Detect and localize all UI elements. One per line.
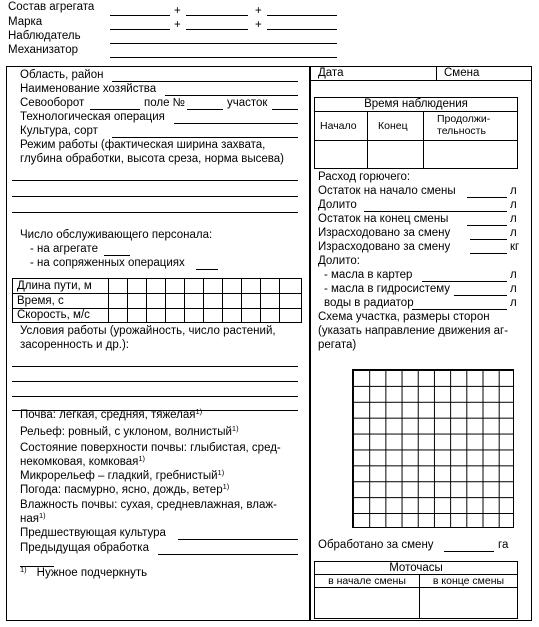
start-header: Начало <box>320 120 357 132</box>
weather-options[interactable]: Погода: пасмурно, ясно, дождь, ветер$^{1)}$ <box>20 482 230 496</box>
scheme-label-1: Схема участка, размеры сторон <box>318 311 490 323</box>
on-unit-blank[interactable] <box>104 255 130 256</box>
brand-blank-1[interactable] <box>110 29 170 30</box>
shift-label: Смена <box>444 67 480 79</box>
footnote: $^{1)}$ Нужное подчеркнуть <box>20 565 148 579</box>
operator-label: Механизатор <box>8 44 78 56</box>
tech-operation-blank[interactable] <box>174 123 298 124</box>
fuel-row-blank[interactable] <box>467 225 507 226</box>
motohours-table <box>314 561 518 619</box>
processed-blank[interactable] <box>444 551 494 552</box>
processed-label: Обработано за смену <box>318 539 434 551</box>
conditions-blank-3[interactable] <box>12 396 298 397</box>
processed-unit: га <box>498 539 509 551</box>
date-label: Дата <box>318 67 344 79</box>
scheme-label-3: регата) <box>318 339 357 351</box>
mh-end-cell[interactable] <box>422 590 515 617</box>
observer-label: Наблюдатель <box>8 30 81 42</box>
fuel-row-label: Долито <box>318 199 357 211</box>
operator-blank[interactable] <box>110 57 337 58</box>
plot-blank[interactable] <box>272 109 298 110</box>
composition-blank-2[interactable] <box>186 15 248 16</box>
work-mode-blank-2[interactable] <box>12 196 298 197</box>
duration-header-2: тельность <box>437 125 486 137</box>
plus-sign: + <box>255 5 262 17</box>
region-label: Область, район <box>20 69 104 81</box>
fuel-row-unit: л <box>510 185 517 197</box>
added-row-unit: л <box>510 269 517 281</box>
farm-name-label: Наименование хозяйства <box>20 83 157 95</box>
crop-rotation-blank[interactable] <box>90 109 140 110</box>
on-unit-label: - на агрегате <box>30 243 98 255</box>
fuel-row-blank[interactable] <box>470 253 507 254</box>
added-row-unit: л <box>510 283 517 295</box>
duration-header-1: Продолжи- <box>437 113 491 125</box>
added-row-blank[interactable] <box>412 309 507 310</box>
brand-blank-3[interactable] <box>267 29 337 30</box>
mh-end-header: в конце смены <box>432 575 505 587</box>
observation-time-title: Время наблюдения <box>364 98 468 110</box>
surface-options-1[interactable]: Состояние поверхности почвы: глыбистая, сред- <box>20 442 281 454</box>
surface-options-2[interactable]: некомковая, комковая$^{1)}$ <box>20 454 146 468</box>
mh-start-header: в начале смены <box>328 575 406 587</box>
farm-name-blank[interactable] <box>165 95 298 96</box>
scheme-label-2: (указать направление движения аг- <box>318 325 509 337</box>
fuel-row-label: Израсходовано за смену <box>318 241 451 253</box>
region-blank[interactable] <box>112 81 298 82</box>
microrelief-options[interactable]: Микрорельеф – гладкий, гребнистый$^{1)}$ <box>20 468 225 482</box>
fuel-row-label: Израсходовано за смену <box>318 227 451 239</box>
fuel-row-unit: кг <box>510 241 520 253</box>
prev-treatment-label: Предыдущая обработка <box>20 542 149 554</box>
duration-cell[interactable] <box>426 143 515 167</box>
path-length-label: Длина пути, м <box>17 280 92 292</box>
end-cell[interactable] <box>370 143 420 167</box>
plus-sign: + <box>174 5 181 17</box>
conditions-blank-2[interactable] <box>12 381 298 382</box>
fuel-row-blank[interactable] <box>467 197 507 198</box>
date-shift-rule <box>310 80 532 81</box>
fuel-title: Расход горючего: <box>318 171 411 183</box>
field-no-label: поле № <box>144 97 186 109</box>
motohours-title: Моточасы <box>389 562 443 574</box>
unit-composition-label: Состав агрегата <box>8 1 95 13</box>
fuel-row-unit: л <box>510 213 517 225</box>
crop-variety-label: Культура, сорт <box>20 125 98 137</box>
plot-label: участок <box>227 97 268 109</box>
tech-operation-label: Технологическая операция <box>20 111 165 123</box>
field-no-blank[interactable] <box>187 109 223 110</box>
moisture-options-2[interactable]: ная$^{1)}$ <box>20 511 46 525</box>
plus-sign: + <box>174 19 181 31</box>
mh-start-cell[interactable] <box>317 590 417 617</box>
crop-rotation-label: Севооборот <box>20 97 85 109</box>
added-row-unit: л <box>510 297 517 309</box>
relief-options[interactable]: Рельеф: ровный, с уклоном, волнистый$^{1)}$ <box>20 424 239 438</box>
prev-crop-label: Предшествующая культура <box>20 527 166 539</box>
added-row-label: - масла в картер <box>324 269 413 281</box>
observer-blank[interactable] <box>110 43 337 44</box>
staff-count-label: Число обслуживающего персонала: <box>20 229 213 241</box>
plot-scheme-grid[interactable] <box>352 369 514 528</box>
fuel-row-label: Остаток на конец смены <box>318 213 449 225</box>
fuel-row-blank[interactable] <box>470 239 507 240</box>
observation-time-table <box>314 97 518 169</box>
start-cell[interactable] <box>317 143 365 167</box>
prev-crop-blank[interactable] <box>178 539 298 540</box>
soil-options[interactable]: Почва: легкая, средняя, тяжелая$^{1)}$ <box>20 407 203 421</box>
crop-variety-blank[interactable] <box>112 137 298 138</box>
brand-blank-2[interactable] <box>186 29 248 30</box>
conditions-label-2: засоренность и др.): <box>20 339 129 351</box>
fuel-row-blank[interactable] <box>364 211 507 212</box>
brand-label: Марка <box>8 16 43 28</box>
composition-blank-3[interactable] <box>267 15 337 16</box>
work-mode-label-2: глубина обработки, высота среза, норма высева) <box>20 153 284 165</box>
work-mode-blank-3[interactable] <box>12 212 298 213</box>
prev-treatment-blank[interactable] <box>158 554 298 555</box>
added-row-blank[interactable] <box>422 281 507 282</box>
added-row-label: воды в радиатор <box>324 297 414 309</box>
moisture-options-1[interactable]: Влажность почвы: сухая, средневлажная, влаж- <box>20 499 277 511</box>
fuel-row-unit: л <box>510 199 517 211</box>
work-mode-blank-1[interactable] <box>12 180 298 181</box>
fuel-row-unit: л <box>510 227 517 239</box>
conditions-blank-1[interactable] <box>12 366 298 367</box>
on-related-blank[interactable] <box>196 269 218 270</box>
plus-sign: + <box>255 19 262 31</box>
composition-blank-1[interactable] <box>110 15 170 16</box>
added-row-blank[interactable] <box>454 295 507 296</box>
fuel-row-label: Остаток на начало смены <box>318 185 456 197</box>
speed-label: Скорость, м/с <box>17 309 90 321</box>
measurement-table <box>12 278 302 323</box>
time-label: Время, с <box>17 295 64 307</box>
work-mode-label-1: Режим работы (фактическая ширина захвата, <box>20 139 266 151</box>
added-title: Долито: <box>318 255 360 267</box>
on-related-label: - на сопряженных операциях <box>30 257 185 269</box>
end-header: Конец <box>378 120 408 132</box>
added-row-label: - масла в гидросистему <box>324 283 451 295</box>
conditions-label-1: Условия работы (урожайность, число растений, <box>20 325 276 337</box>
